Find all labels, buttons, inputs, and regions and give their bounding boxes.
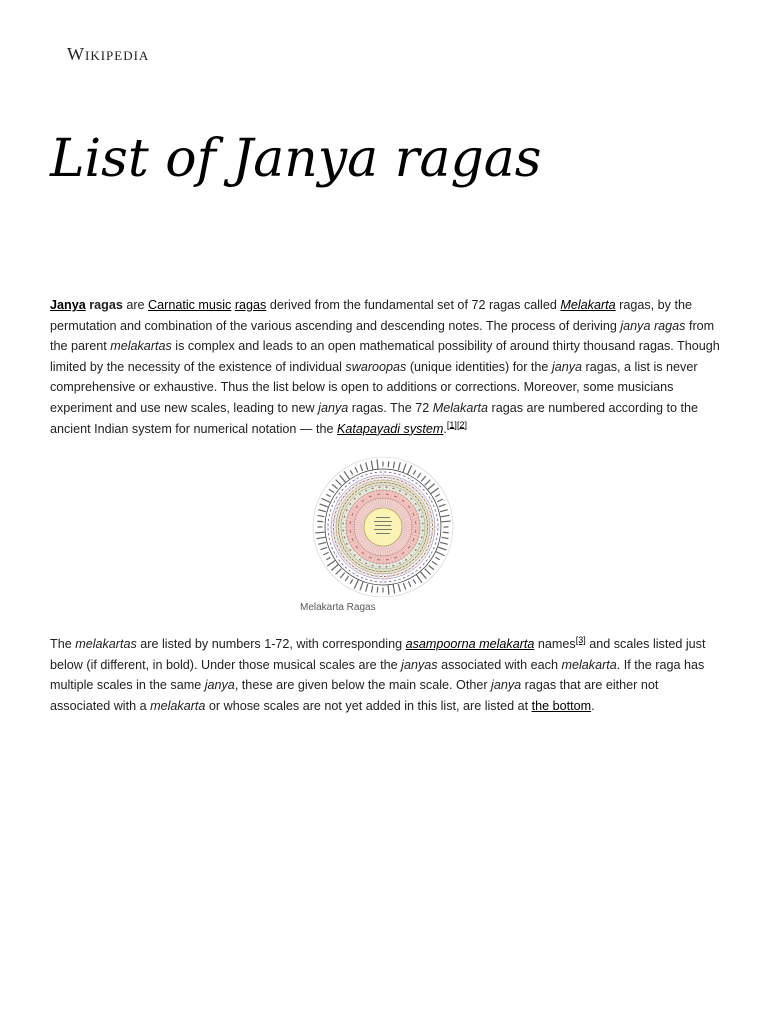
melakarta-list-intro-paragraph: The melakartas are listed by numbers 1-72, with corresponding asampoorna melakarta names[3] and scales listed just below (if different, in bold). Under those musical scales are the janyas associated with each melakarta. If the raga has multiple scales in the same janya, these are given below the main scale. Other janya ragas that are either not associated with a melakarta or whose scales are not yet added in this list, are listed at the bottom. <box>50 634 706 713</box>
intro-paragraph: Janya ragas are Carnatic music ragas derived from the fundamental set of 72 ragas called Melakarta ragas, by the permutation and combination of the various ascending and descending notes. The process of deriving janya ragas from the parent melakartas is complex and leads to an open mathematical possibility of around thirty thousand ragas. Though limited by the necessity of the existence of individual swaroopas (unique identities) for the janya ragas, a list is never comprehensive or exhaustive. Thus the list below is open to additions or corrections. Moreover, some musicians experiment and use new scales, leading to new janya ragas. The 72 Melakarta ragas are numbered according to the ancient Indian system for numerical notation — the Katapayadi system.[1][2] <box>50 298 720 436</box>
page-title: List of Janya ragas <box>50 129 542 189</box>
carnatic-music-link[interactable]: Carnatic music <box>148 298 232 312</box>
reference-3-link[interactable]: [3] <box>575 634 586 645</box>
melakarta-chakra-image[interactable] <box>296 455 471 603</box>
ragas-link[interactable]: ragas <box>234 298 267 312</box>
chakra-wheel <box>313 457 453 597</box>
the-bottom-link[interactable]: the bottom <box>531 698 592 713</box>
asampoorna-melakarta-link[interactable]: asampoorna melakarta <box>405 637 535 651</box>
wikipedia-wordmark[interactable]: Wikipedia <box>67 44 150 64</box>
reference-1-link[interactable]: [1] <box>446 419 457 430</box>
figure-caption: Melakarta Ragas <box>300 602 376 613</box>
melakarta-link[interactable]: Melakarta <box>560 298 616 312</box>
katapayadi-system-link[interactable]: Katapayadi system <box>337 421 444 436</box>
janya-link[interactable]: Janya <box>50 298 86 312</box>
reference-2-link[interactable]: [2] <box>456 419 467 430</box>
